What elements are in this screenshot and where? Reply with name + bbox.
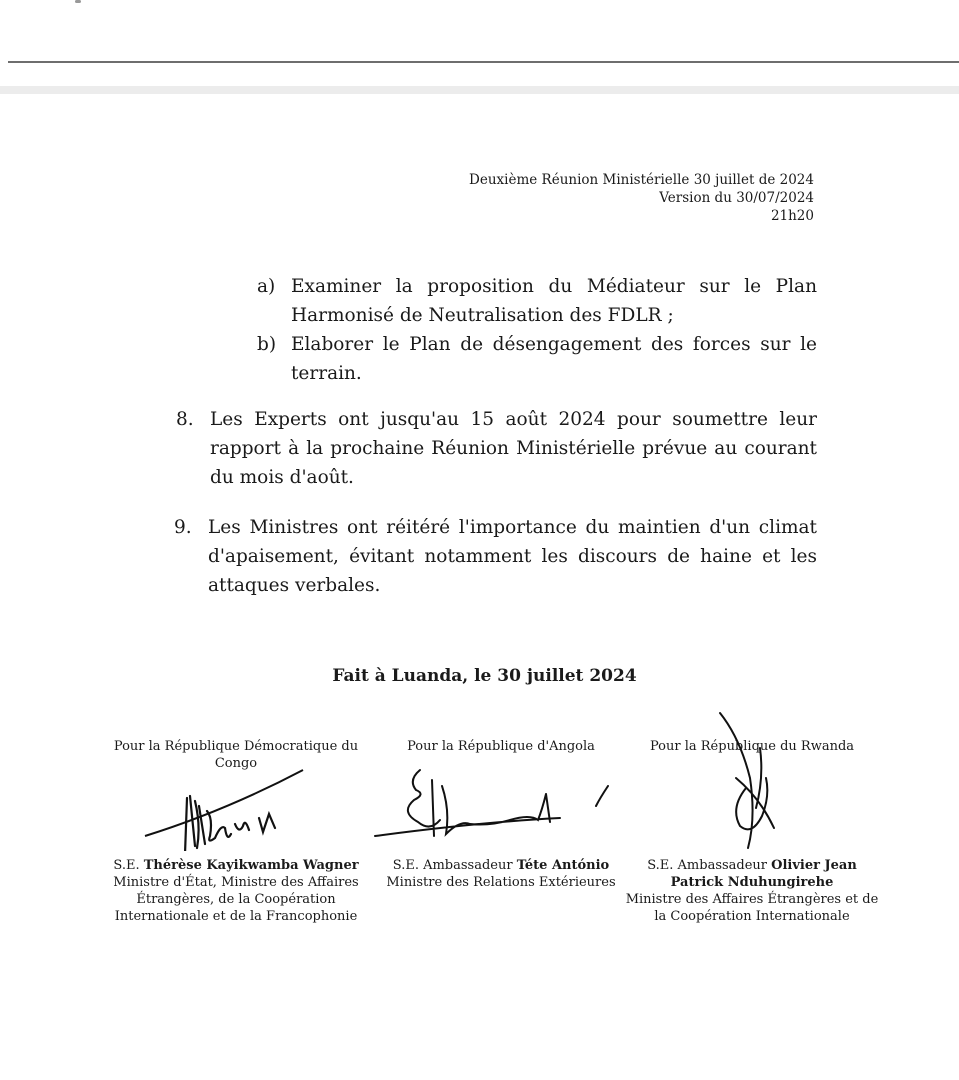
closing-line: Fait à Luanda, le 30 juillet 2024 <box>332 666 637 686</box>
signatory-name: Olivier Jean Patrick Nduhungirehe <box>670 858 857 890</box>
signatory-details <box>620 857 884 925</box>
signature-rwanda-icon <box>700 708 820 858</box>
signatory-prefix: S.E. <box>113 858 144 873</box>
point-8 <box>176 405 817 492</box>
header-meeting: Deuxième Réunion Ministérielle 30 juillet de 2024 <box>469 172 814 188</box>
signatory-header: Pour la République d'Angola <box>407 739 595 754</box>
signatory-title: Ministre des Relations Extérieures <box>386 875 616 890</box>
sub-item-list <box>257 272 817 388</box>
item-text: Les Ministres ont réitéré l'importance du maintien d'un climat d'apaisement, évitant notamment les discours de haine et les attaques verbales. <box>208 517 817 596</box>
document-header <box>469 171 814 225</box>
signatory-drc <box>105 738 367 948</box>
signatory-header: Pour la République Démocratique du Congo <box>113 739 359 771</box>
page-separator <box>0 86 959 94</box>
item-text: Les Experts ont jusqu'au 15 août 2024 pour soumettre leur rapport à la prochaine Réunion Ministérielle prévue au courant du mois d'août. <box>210 409 817 488</box>
signature-drc-icon <box>135 756 335 851</box>
list-item <box>257 272 817 330</box>
point-9 <box>174 513 817 600</box>
item-label: 8. <box>176 409 194 430</box>
signatory-angola <box>370 738 632 948</box>
signatory-details <box>105 857 367 925</box>
signatory-title: Ministre d'État, Ministre des Affaires Étrangères, de la Coopération Internationale et de la Francophonie <box>113 875 359 924</box>
header-rule <box>8 61 959 63</box>
item-text: Elaborer le Plan de désengagement des forces sur le terrain. <box>291 334 817 384</box>
signatory-title: Ministre des Affaires Étrangères et de la Coopération Internationale <box>625 892 879 924</box>
scan-mark <box>75 0 81 3</box>
signature-angola-icon <box>370 750 640 850</box>
item-text: Examiner la proposition du Médiateur sur le Plan Harmonisé de Neutralisation des FDLR ; <box>291 276 817 326</box>
list-item <box>176 405 817 492</box>
signatory-rwanda <box>620 738 884 953</box>
signatory-header: Pour la République du Rwanda <box>649 739 855 754</box>
signatory-prefix: S.E. Ambassadeur <box>392 858 517 873</box>
item-label: a) <box>257 276 276 297</box>
header-time: 21h20 <box>770 208 814 224</box>
list-item <box>257 330 817 388</box>
item-label: 9. <box>174 517 192 538</box>
signatory-details <box>370 857 632 891</box>
signatory-name: Thérèse Kayikwamba Wagner <box>143 858 359 873</box>
item-label: b) <box>257 334 277 355</box>
signatory-name: Téte António <box>516 858 610 873</box>
header-version: Version du 30/07/2024 <box>659 190 814 206</box>
list-item <box>174 513 817 600</box>
signatory-prefix: S.E. Ambassadeur <box>647 858 772 873</box>
